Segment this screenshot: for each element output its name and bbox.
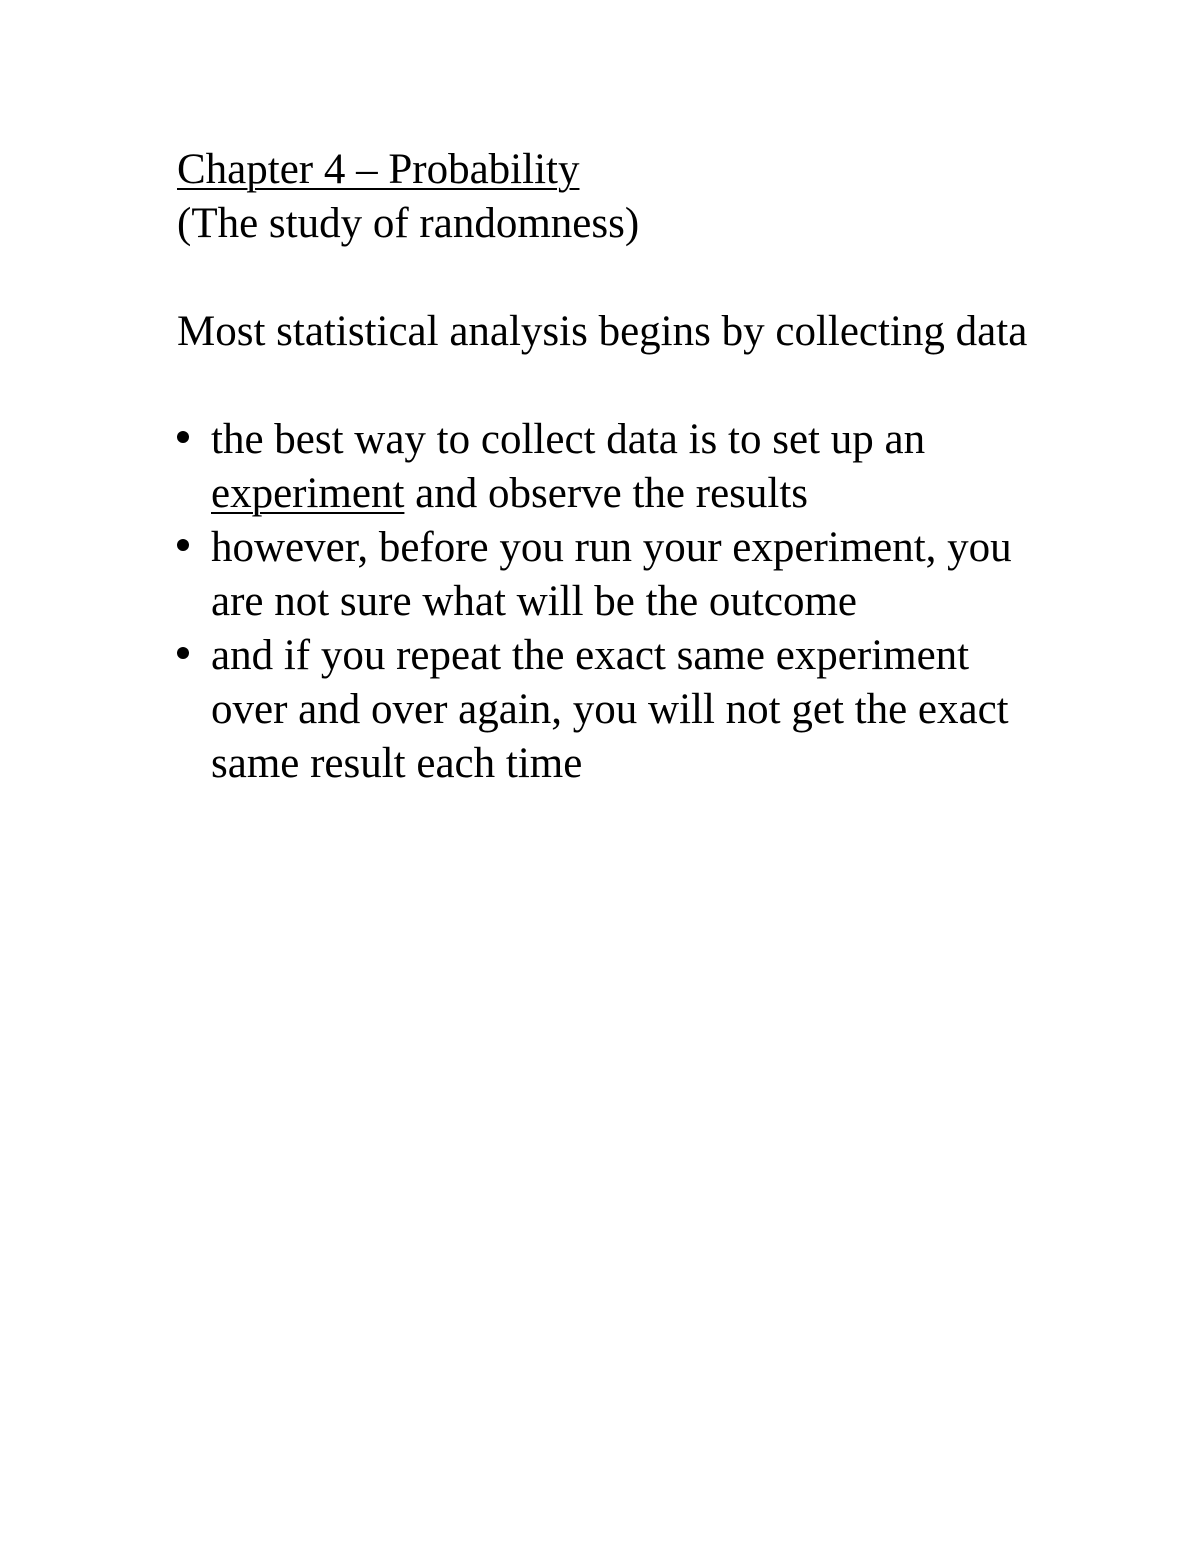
document-body xyxy=(177,143,1037,791)
list-item xyxy=(177,413,1037,521)
bullet-icon xyxy=(177,539,189,551)
bullet-text: however, before you run your experiment, you are not sure what will be the outcome xyxy=(211,524,1012,625)
bullet-icon xyxy=(177,431,189,443)
bullet-text: and if you repeat the exact same experiment over and over again, you will not get the exact same result each time xyxy=(211,632,1009,787)
chapter-title-text: Chapter 4 – Probability xyxy=(177,146,580,193)
bullet-text-end: and observe the results xyxy=(404,470,809,517)
chapter-title xyxy=(177,143,1037,197)
underlined-term: experiment xyxy=(211,470,405,517)
chapter-subtitle: (The study of randomness) xyxy=(177,200,640,247)
bullet-list xyxy=(177,413,1037,791)
list-item xyxy=(177,629,1037,791)
intro-paragraph: Most statistical analysis begins by collecting data xyxy=(177,308,1028,355)
bullet-text-start: the best way to collect data is to set up an xyxy=(211,416,926,463)
list-item xyxy=(177,521,1037,629)
bullet-icon xyxy=(177,647,189,659)
